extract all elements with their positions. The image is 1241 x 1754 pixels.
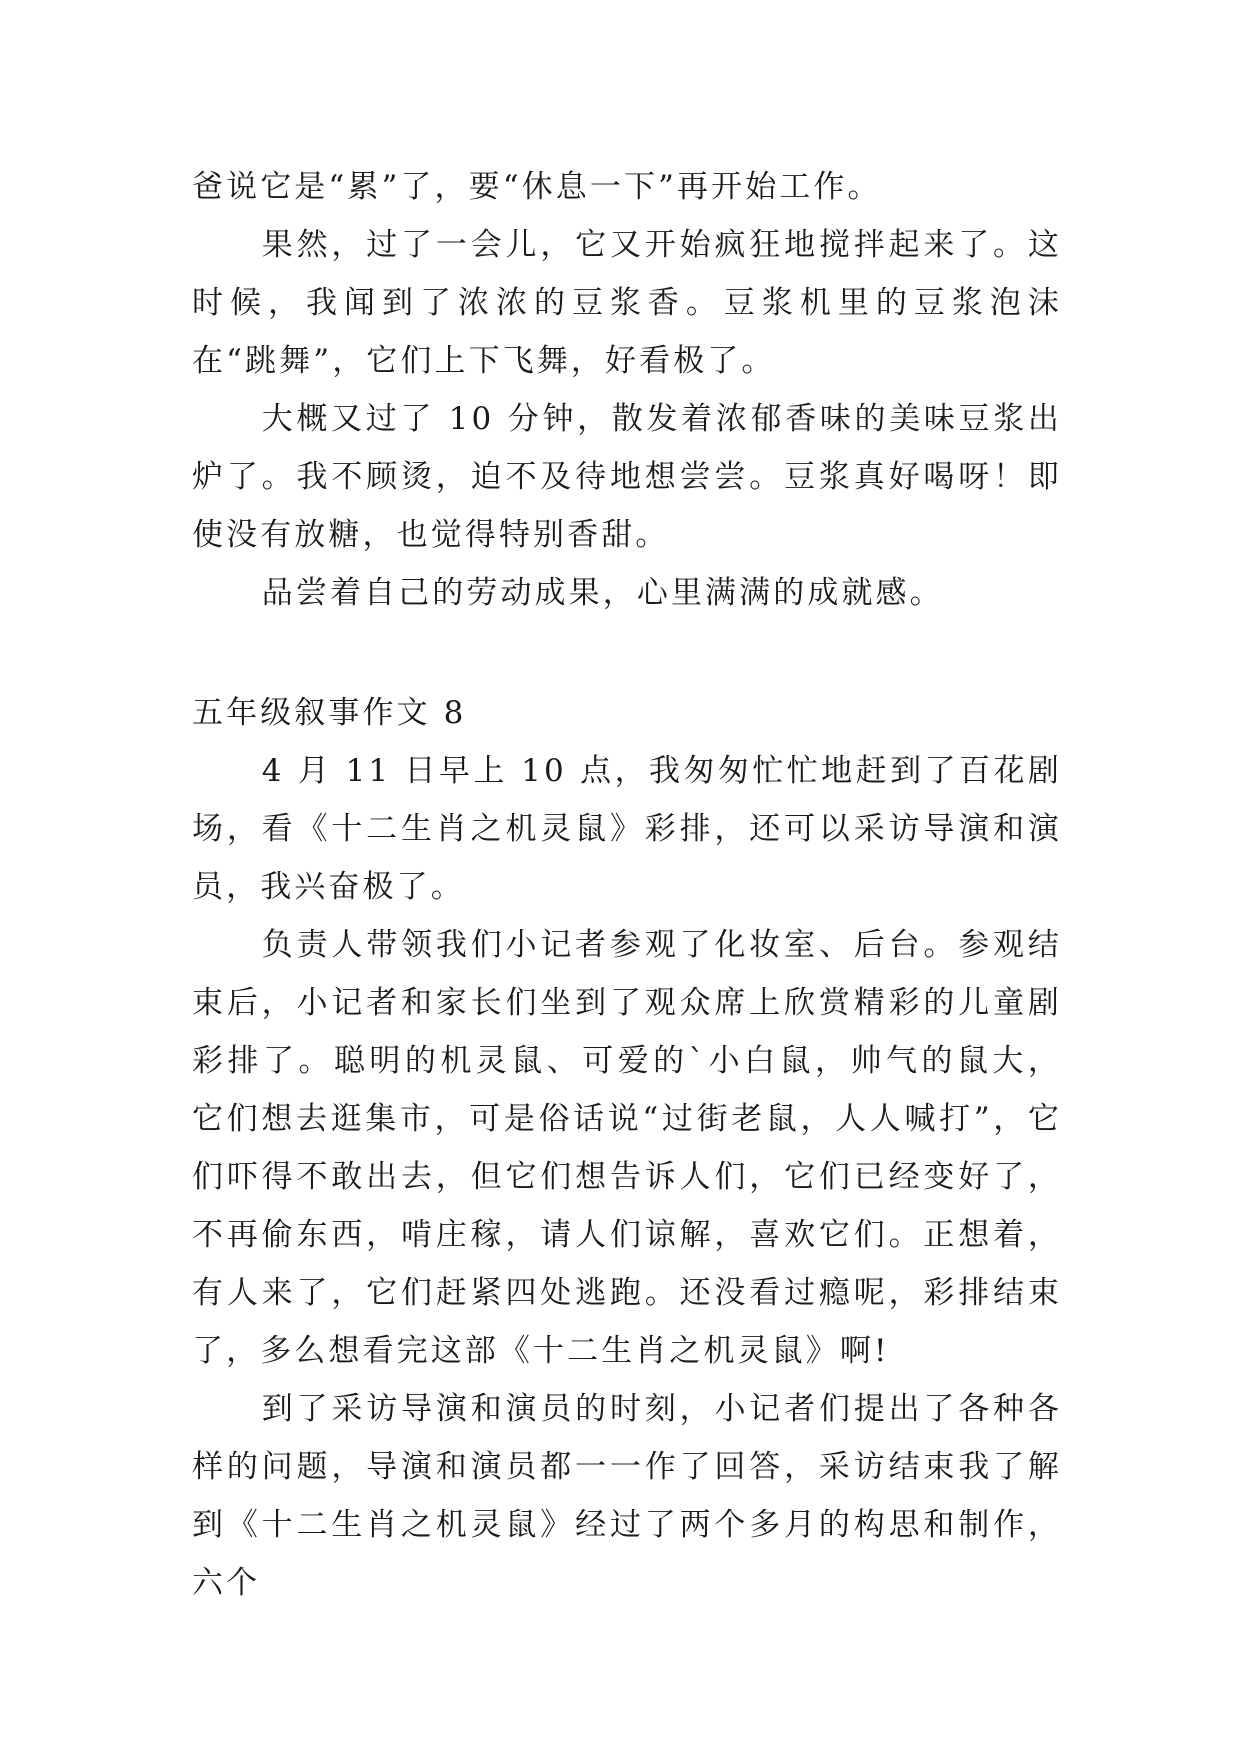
paragraph: 4 月 11 日早上 10 点，我匆匆忙忙地赶到了百花剧场，看《十二生肖之机灵鼠》彩排，还可以采访导演和演员，我兴奋极了。 [192, 753, 1062, 905]
paragraph: 品尝着自己的劳动成果，心里满满的成就感。 [261, 575, 944, 611]
paragraph: 大概又过了 10 分钟，散发着浓郁香味的美味豆浆出炉了。我不顾烫，迫不及待地想尝尝。豆浆真好喝呀！即使没有放糖，也觉得特别香甜。 [192, 401, 1062, 553]
paragraph: 到了采访导演和演员的时刻，小记者们提出了各种各样的问题，导演和演员都一一作了回答，采访结束我了解到《十二生肖之机灵鼠》经过了两个多月的构思和制作，六个 [192, 1391, 1062, 1601]
section-title: 五年级叙事作文 8 [192, 695, 467, 731]
document-body [192, 158, 1062, 1612]
paragraph: 果然，过了一会儿，它又开始疯狂地搅拌起来了。这时候，我闻到了浓浓的豆浆香。豆浆机里的豆浆泡沫在“跳舞”，它们上下飞舞，好看极了。 [192, 227, 1062, 379]
paragraph: 负责人带领我们小记者参观了化妆室、后台。参观结束后，小记者和家长们坐到了观众席上欣赏精彩的儿童剧彩排了。聪明的机灵鼠、可爱的`小白鼠，帅气的鼠大，它们想去逛集市，可是俗话说“过街老鼠，人人喊打”，它们吓得不敢出去，但它们想告诉人们，它们已经变好了，不再偷东西，啃庄稼，请人们谅解，喜欢它们。正想着，有人来了，它们赶紧四处逃跑。还没看过瘾呢，彩排结束了，多么想看完这部《十二生肖之机灵鼠》啊! [192, 927, 1062, 1369]
paragraph-continuation: 爸说它是“累”了，要“休息一下”再开始工作。 [192, 169, 882, 205]
